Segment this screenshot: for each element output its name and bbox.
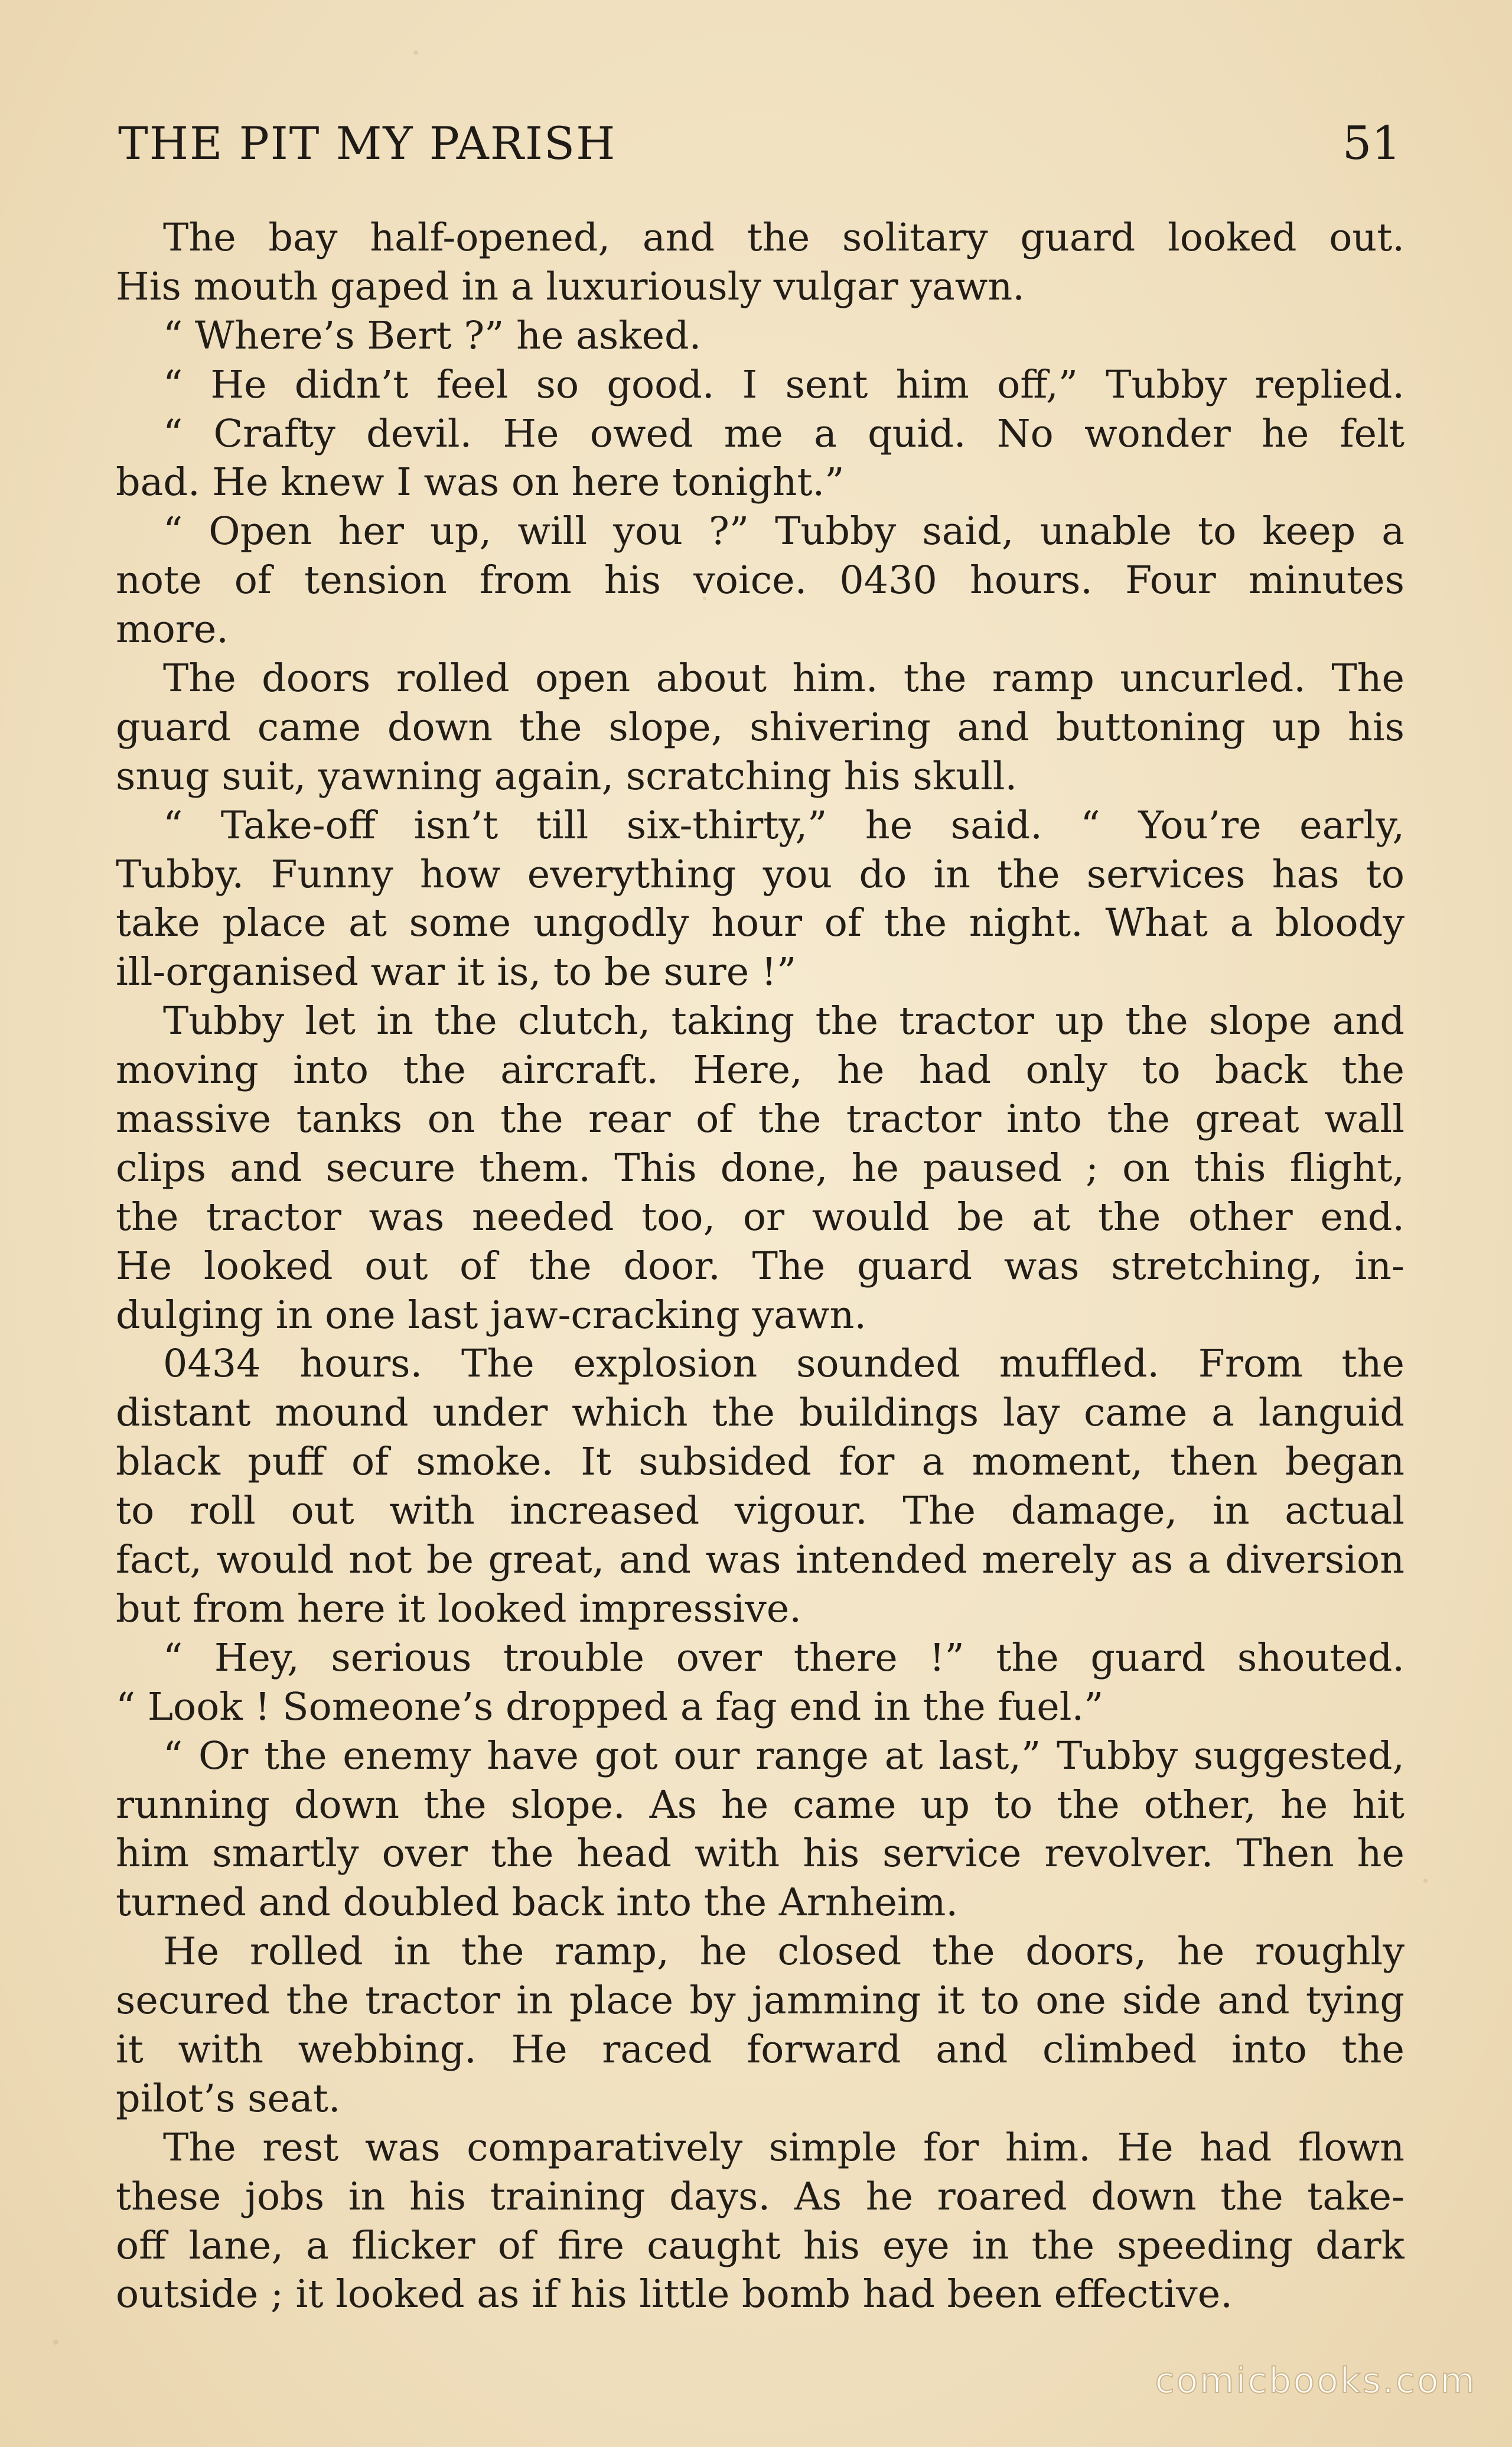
- text-line: turned and doubled back into the Arnheim.: [116, 1880, 959, 1925]
- text-line: it with webbing. He raced forward and climbed into the: [116, 2027, 1405, 2072]
- body-text: [116, 214, 1405, 2319]
- text-line: He looked out of the door. The guard was stretching, in-: [116, 1244, 1405, 1288]
- text-line: snug suit, yawning again, scratching his skull.: [116, 754, 1018, 799]
- text-line: “ Crafty devil. He owed me a quid. No wonder he felt: [163, 411, 1405, 456]
- text-line: these jobs in his training days. As he roared down the take-: [116, 2174, 1405, 2219]
- text-line: black puff of smoke. It subsided for a moment, then began: [116, 1440, 1405, 1485]
- text-line: His mouth gaped in a luxuriously vulgar yawn.: [116, 264, 1025, 309]
- text-line: Tubby let in the clutch, taking the tractor up the slope and: [163, 999, 1405, 1044]
- text-line: “ Hey, serious trouble over there !” the guard shouted.: [163, 1635, 1405, 1680]
- text-line: secured the tractor in place by jamming it to one side and tying: [116, 1979, 1405, 2023]
- text-line: fact, would not be great, and was intended merely as a diversion: [116, 1538, 1405, 1583]
- text-line: outside ; it looked as if his little bomb had been effective.: [116, 2272, 1233, 2317]
- text-line: “ Take-off isn’t till six-thirty,” he said. “ You’re early,: [163, 803, 1405, 848]
- text-line: distant mound under which the buildings lay came a languid: [116, 1391, 1405, 1436]
- text-line: “ Or the enemy have got our range at last,” Tubby suggested,: [163, 1733, 1405, 1778]
- paper-speck: [1423, 1879, 1428, 1883]
- watermark-logo: comicbooks.com: [1155, 2360, 1477, 2402]
- text-line: to roll out with increased vigour. The damage, in actual: [116, 1489, 1405, 1534]
- text-line: The bay half-opened, and the solitary guard looked out.: [163, 216, 1405, 260]
- running-head-title: THE PIT MY PARISH: [118, 117, 617, 170]
- text-line: ill-organised war it is, to be sure !”: [116, 950, 797, 995]
- text-line: note of tension from his voice. 0430 hours. Four minutes: [116, 558, 1405, 603]
- text-line: massive tanks on the rear of the tractor into the great wall: [116, 1097, 1405, 1142]
- text-line: but from here it looked impressive.: [116, 1586, 802, 1631]
- text-line: clips and secure them. This done, he paused ; on this flight,: [116, 1146, 1405, 1190]
- text-line: “ He didn’t feel so good. I sent him off,” Tubby replied.: [163, 362, 1405, 407]
- text-line: off lane, a flicker of fire caught his eye in the speeding dark: [116, 2223, 1405, 2268]
- text-line: more.: [116, 607, 229, 652]
- text-line: guard came down the slope, shivering and buttoning up his: [116, 705, 1405, 750]
- text-line: “ Where’s Bert ?” he asked.: [163, 313, 702, 358]
- text-line: moving into the aircraft. Here, he had only to back the: [116, 1048, 1405, 1093]
- text-line: The rest was comparatively simple for him. He had flown: [163, 2125, 1405, 2170]
- text-line: Tubby. Funny how everything you do in the services has to: [116, 852, 1405, 897]
- text-line: running down the slope. As he came up to the other, he hit: [116, 1782, 1405, 1827]
- paper-speck: [413, 50, 418, 55]
- text-line: the tractor was needed too, or would be at the other end.: [116, 1195, 1405, 1239]
- text-line: pilot’s seat.: [116, 2076, 341, 2121]
- text-line: him smartly over the head with his service revolver. Then he: [116, 1831, 1405, 1876]
- text-line: take place at some ungodly hour of the night. What a bloody: [116, 901, 1405, 946]
- running-head: [118, 111, 1401, 176]
- text-line: 0434 hours. The explosion sounded muffled. From the: [163, 1342, 1405, 1387]
- text-line: dulging in one last jaw-cracking yawn.: [116, 1293, 866, 1338]
- paper-speck: [53, 2339, 58, 2345]
- page-number: 51: [1342, 117, 1401, 170]
- text-line: “ Look ! Someone’s dropped a fag end in the fuel.”: [116, 1684, 1104, 1729]
- text-line: He rolled in the ramp, he closed the doors, he roughly: [163, 1929, 1405, 1974]
- text-line: bad. He knew I was on here tonight.”: [116, 460, 845, 505]
- text-line: “ Open her up, will you ?” Tubby said, unable to keep a: [163, 509, 1405, 554]
- text-line: The doors rolled open about him. the ramp uncurled. The: [163, 656, 1405, 701]
